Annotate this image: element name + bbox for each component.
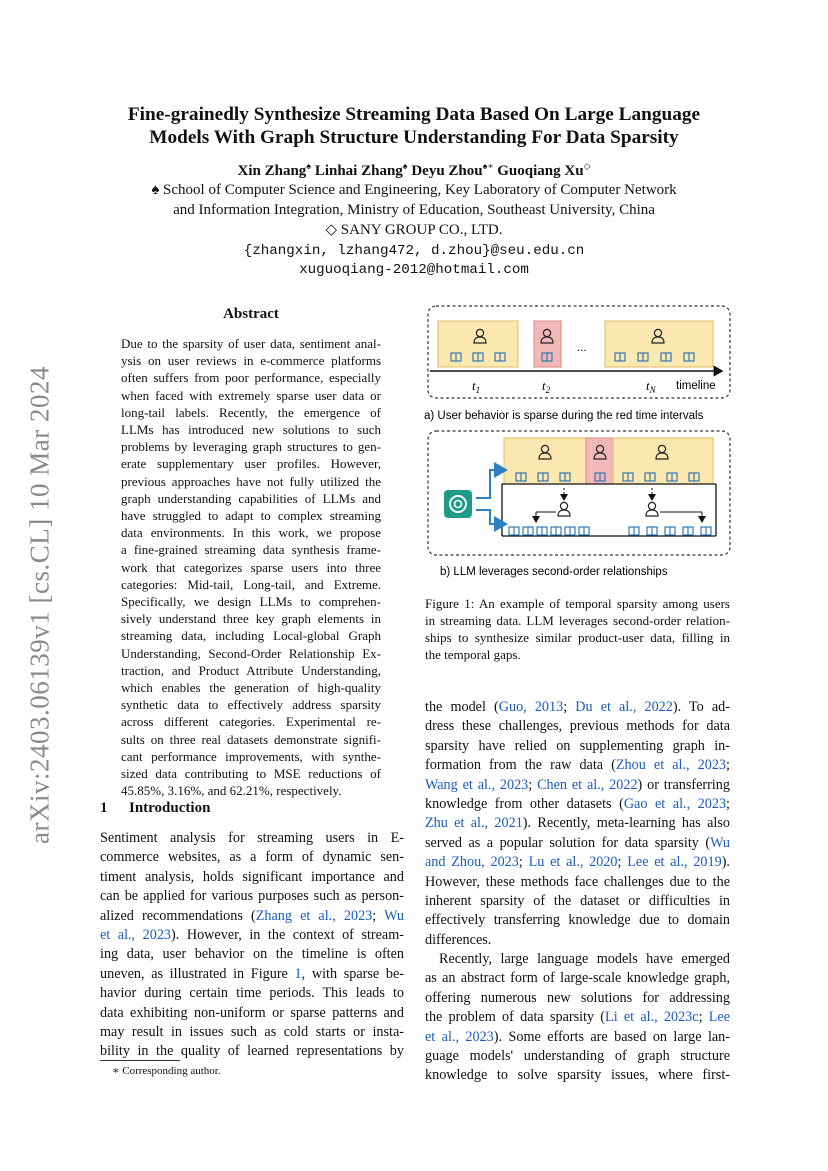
tn-sub: N bbox=[649, 385, 656, 395]
ellipsis: ... bbox=[577, 342, 587, 354]
text-line: Wang et al., 2023; Chen et al., 2022) or transferring bbox=[425, 776, 730, 793]
citation-link[interactable]: Lee et al., 2019 bbox=[627, 854, 722, 871]
citation-link[interactable]: et al., 2023 bbox=[425, 1028, 494, 1045]
text-line: formation from the raw data (Zhou et al., 2023; bbox=[425, 757, 730, 774]
text-line: Zhu et al., 2021). Recently, meta-learning has also bbox=[425, 815, 730, 832]
figure-caption bbox=[425, 595, 730, 663]
abstract-line: synthetic data to effectively address sparsity bbox=[121, 697, 381, 713]
text-line: Recently, large language models have emerged bbox=[439, 951, 730, 967]
svg-text:t1 bbox=[472, 378, 480, 395]
citation-link[interactable]: Wang et al., 2023 bbox=[425, 776, 529, 793]
abstract-heading: Abstract bbox=[223, 306, 279, 322]
abstract-line: across different categories. Experimental re- bbox=[121, 714, 381, 730]
author-mark: ♠ bbox=[402, 161, 408, 171]
text-line: may result in issues such as cold starts or insta- bbox=[100, 1024, 404, 1041]
panel-a-caption: a) User behavior is sparse during the red time intervals bbox=[424, 410, 704, 422]
abstract-line: previous approaches have not fully utilized the bbox=[121, 473, 381, 489]
intro-right-paragraph-2 bbox=[425, 950, 730, 1086]
abstract-line: when faced with extremely sparse user data or bbox=[121, 387, 381, 403]
author-list bbox=[90, 161, 738, 180]
citation-link[interactable]: Chen et al., 2022 bbox=[537, 776, 638, 793]
llm-logo-icon bbox=[444, 490, 472, 518]
text-line: the problem of data sparsity (Li et al., 2023c; Lee bbox=[425, 1009, 731, 1026]
abstract-line: Due to the sparsity of user data, sentiment anal- bbox=[121, 336, 381, 351]
abstract-line: cant performance improvements, with synthe- bbox=[121, 748, 381, 764]
panel-b bbox=[428, 431, 730, 555]
abstract-line: erate supplementary user profiles. However, bbox=[121, 456, 381, 472]
text-line: as an abstract form of large-scale knowledge graph, bbox=[425, 970, 730, 987]
author-mark: ♠ bbox=[306, 161, 312, 171]
text-line: Sentiment analysis for streaming users in E- bbox=[100, 830, 404, 846]
title-line-2: Models With Graph Structure Understanding For Data Sparsity bbox=[149, 127, 679, 148]
text-line: data exhibiting non-uniform or sparse patterns and bbox=[100, 1004, 404, 1021]
citation-link[interactable]: and Zhou, 2023 bbox=[425, 854, 519, 871]
citation-link[interactable]: Wu bbox=[384, 907, 404, 924]
timeline-label: timeline bbox=[676, 380, 716, 392]
abstract-line: graph understanding capabilities of LLMs and bbox=[121, 490, 381, 506]
citation-link[interactable]: Du et al., 2022 bbox=[575, 699, 673, 715]
author-name: Deyu Zhou bbox=[411, 163, 483, 179]
svg-text:tN bbox=[646, 378, 657, 395]
email-line-2: xuguoqiang-2012@hotmail.com bbox=[299, 262, 529, 278]
email-line-1: {zhangxin, lzhang472, d.zhou}@seu.edu.cn bbox=[243, 243, 585, 259]
citation-link[interactable]: Gao et al., 2023 bbox=[623, 796, 727, 813]
figure-caption-line: the temporal gaps. bbox=[425, 647, 521, 662]
citation-link[interactable]: Guo, 2013 bbox=[498, 699, 564, 715]
abstract-line: Understanding, Second-Order Relationship Ex- bbox=[121, 645, 381, 661]
text-line: and Zhou, 2023; Lu et al., 2020; Lee et al., 2019). bbox=[425, 854, 730, 871]
citation-link[interactable]: Zhou et al., 2023 bbox=[615, 757, 727, 774]
author-mark: ♠∗ bbox=[482, 161, 494, 171]
citation-link[interactable]: 1 bbox=[294, 965, 302, 982]
text-line: ing data, user behavior on the timeline is often bbox=[100, 946, 404, 963]
abstract-line: traction, and Product Attribute Understanding, bbox=[121, 662, 381, 678]
text-line: havior during certain time periods. This leads to bbox=[100, 985, 404, 1002]
footnote-rule bbox=[100, 1060, 180, 1061]
intro-right-paragraph-1 bbox=[425, 698, 730, 950]
arxiv-stamp: arXiv:2403.06139v1 [cs.CL] 10 Mar 2024 bbox=[24, 366, 55, 844]
abstract-line: data environments. In this work, we propose bbox=[121, 525, 381, 541]
abstract-line: work that categorizes sparse users into three bbox=[121, 559, 381, 575]
panel-b-caption: b) LLM leverages second-order relationships bbox=[440, 566, 668, 578]
abstract-line: which enables the generation of high-quality bbox=[121, 680, 381, 696]
abstract-line: sized data contributing to MSE reductions of bbox=[121, 766, 381, 782]
citation-link[interactable]: Li et al., 2023c bbox=[605, 1009, 699, 1026]
section-title: Introduction bbox=[129, 800, 211, 816]
figure-caption-line: Figure 1: An example of temporal sparsity among users bbox=[425, 596, 730, 611]
abstract-line: ysis on user reviews in e-commerce platforms bbox=[121, 353, 381, 369]
citation-link[interactable]: et al., 2023 bbox=[100, 927, 172, 944]
text-line: differences. bbox=[425, 931, 492, 948]
abstract-line: categories: Mid-tail, Long-tail, and Extreme. bbox=[121, 576, 381, 592]
figure-1 bbox=[424, 300, 734, 584]
abstract-line: 45.85%, 3.16%, and 62.21%, respectively. bbox=[121, 783, 342, 799]
text-line: However, these methods face challenges due to the bbox=[425, 873, 730, 890]
abstract-line: sively understand three key graph elements in bbox=[121, 611, 381, 627]
abstract-line: often suffers from poor performance, especially bbox=[121, 370, 381, 386]
abstract-line: a fine-grained streaming data synthesis frame- bbox=[121, 542, 381, 558]
intro-left-column bbox=[100, 829, 404, 1062]
abstract-line: long-tail labels. Recently, the emergence of bbox=[121, 404, 381, 420]
affiliation-line-2: and Information Integration, Ministry of Education, Southeast University, China bbox=[173, 202, 655, 218]
text-line: et al., 2023). Some efforts are based on large lan- bbox=[425, 1028, 730, 1045]
text-line: can be applied for various purposes such as person- bbox=[100, 888, 404, 905]
text-line: alized recommendations (Zhang et al., 2023; Wu bbox=[100, 907, 404, 924]
figure-caption-line: ships to synthesize similar product-user data, filling in bbox=[425, 630, 730, 645]
t2-sub: 2 bbox=[545, 385, 551, 395]
abstract-line: have struggled to adapt to complex streaming bbox=[121, 508, 381, 524]
citation-link[interactable]: Lu et al., 2020 bbox=[528, 854, 618, 871]
tn-label: t bbox=[646, 378, 650, 393]
abstract-line: problems by leveraging graph structures to gen- bbox=[121, 439, 381, 455]
abstract-line: Specifically, we design LLMs to comprehen- bbox=[121, 594, 381, 610]
text-line: the model (Guo, 2013; Du et al., 2022). To ad- bbox=[425, 699, 730, 715]
section-number: 1 bbox=[100, 800, 108, 816]
paper-title bbox=[90, 103, 738, 149]
text-line: et al., 2023). However, in the context of stream- bbox=[100, 927, 404, 944]
author-mark: ◇ bbox=[583, 161, 591, 171]
text-line: served as a popular solution for data sparsity (Wu bbox=[425, 834, 730, 851]
t1-sub: 1 bbox=[475, 385, 481, 395]
abstract-body bbox=[121, 335, 381, 799]
t2-label: t bbox=[542, 378, 546, 393]
abstract-line: streaming data, including Local-global Graph bbox=[121, 628, 381, 644]
text-line: sparsity have relied on supplementing graph in- bbox=[425, 737, 730, 754]
figure-caption-line: in streaming data. LLM leverages second-order relation- bbox=[425, 613, 730, 628]
section-heading-introduction bbox=[100, 800, 210, 817]
text-line: effectively transferring knowledge due to domain bbox=[425, 912, 730, 929]
text-line: knowledge from other datasets (Gao et al., 2023; bbox=[425, 796, 730, 813]
text-line: offering numerous new solutions for addressing bbox=[425, 989, 730, 1006]
footnote-corresponding-author: ∗ Corresponding author. bbox=[112, 1065, 221, 1077]
abstract-line: sults on three real datasets demonstrate signifi- bbox=[121, 731, 381, 747]
text-line: bility in the quality of learned representations by bbox=[100, 1043, 404, 1060]
text-line: commerce websites, as a form of dynamic sen- bbox=[100, 849, 404, 866]
citation-link[interactable]: Wu bbox=[710, 834, 730, 851]
panel-a bbox=[428, 306, 730, 398]
text-line: knowledge to solve sparsity issues, where first- bbox=[425, 1067, 730, 1084]
affiliation-line-3: ◇ SANY GROUP CO., LTD. bbox=[325, 222, 503, 238]
affiliation-line-1: ♠ School of Computer Science and Engineering, Key Laboratory of Computer Network bbox=[151, 182, 677, 198]
abstract-line: LLMs has introduced new solutions to such bbox=[121, 422, 381, 438]
citation-link[interactable]: Zhu et al., 2021 bbox=[425, 815, 523, 832]
t1-label: t bbox=[472, 378, 476, 393]
text-line: guage models' understanding of graph structure bbox=[425, 1048, 730, 1065]
author-name: Guoqiang Xu bbox=[497, 163, 584, 179]
author-name: Linhai Zhang bbox=[314, 163, 403, 179]
svg-text:t2 bbox=[542, 378, 551, 395]
text-line: dress these challenges, previous methods for data bbox=[425, 718, 730, 735]
title-line-1: Fine-grainedly Synthesize Streaming Data Based On Large Language bbox=[127, 104, 701, 125]
text-line: inherent sparsity of the dataset or difficulties in bbox=[425, 893, 730, 910]
citation-link[interactable]: Lee bbox=[708, 1009, 731, 1026]
text-line: uneven, as illustrated in Figure 1, with sparse be- bbox=[100, 965, 404, 982]
author-name: Xin Zhang bbox=[237, 163, 307, 179]
citation-link[interactable]: Zhang et al., 2023 bbox=[255, 907, 373, 924]
text-line: timent analysis, holds significant importance and bbox=[100, 868, 404, 885]
